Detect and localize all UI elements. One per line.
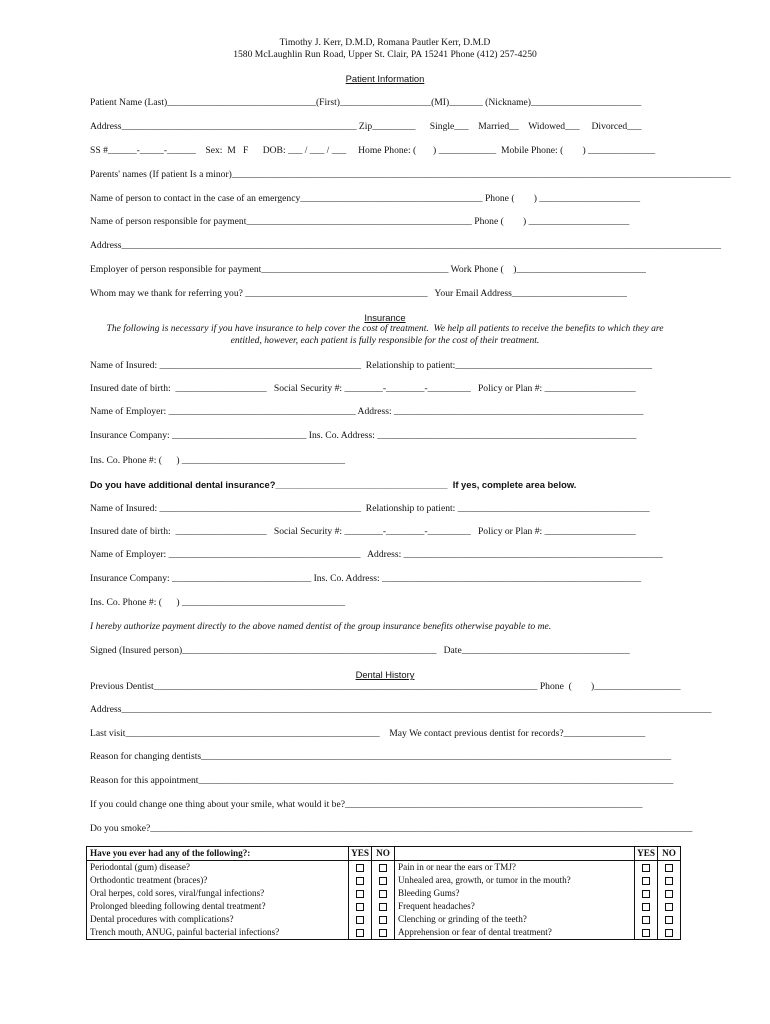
history-item-left: Periodontal (gum) disease? bbox=[87, 861, 349, 875]
second-insured-dob-ssn-line[interactable]: Insured date of birth: ___________________ Social Security #: ________-________-_________ Policy or Plan #: ___________________ bbox=[90, 526, 636, 537]
yes-checkbox[interactable] bbox=[356, 903, 364, 911]
no-checkbox[interactable] bbox=[379, 877, 387, 885]
insured-dob-ssn-line[interactable]: Insured date of birth: ___________________ Social Security #: ________-________-_________ Policy or Plan #: ___________________ bbox=[90, 383, 636, 394]
history-item-left: Orthodontic treatment (braces)? bbox=[87, 874, 349, 887]
yes-checkbox-cell bbox=[349, 887, 372, 900]
section-title-patient-information: Patient Information bbox=[345, 73, 425, 84]
yes-checkbox[interactable] bbox=[642, 929, 650, 937]
yes-checkbox-cell bbox=[349, 900, 372, 913]
yes-column-header-right: YES bbox=[635, 847, 658, 861]
yes-checkbox[interactable] bbox=[356, 864, 364, 872]
payment-responsible-line[interactable]: Name of person responsible for payment_______________________________________________ Phone ( ) _____________________ bbox=[90, 216, 630, 227]
payment-address-line[interactable]: Address_____________________________________________________________________________________________________________________________ bbox=[90, 240, 722, 251]
no-checkbox[interactable] bbox=[665, 890, 673, 898]
no-checkbox[interactable] bbox=[379, 903, 387, 911]
no-checkbox-cell bbox=[658, 861, 681, 875]
no-checkbox-cell bbox=[658, 926, 681, 940]
medical-history-table bbox=[86, 846, 681, 940]
smoke-line[interactable]: Do you smoke?_________________________________________________________________________________________________________________ bbox=[90, 823, 693, 834]
section-title-insurance: Insurance bbox=[364, 312, 406, 323]
yes-checkbox-cell bbox=[635, 874, 658, 887]
second-insurance-company-line[interactable]: Insurance Company: _____________________________ Ins. Co. Address: ______________________________________________________ bbox=[90, 573, 642, 584]
second-insurance-phone-line[interactable]: Ins. Co. Phone #: ( ) __________________________________ bbox=[90, 597, 346, 608]
history-table-body bbox=[87, 861, 681, 940]
yes-checkbox[interactable] bbox=[356, 916, 364, 924]
yes-checkbox-cell bbox=[635, 861, 658, 875]
no-checkbox-cell bbox=[372, 913, 395, 926]
table-row bbox=[87, 874, 681, 887]
no-checkbox[interactable] bbox=[665, 864, 673, 872]
additional-insurance-question[interactable]: Do you have additional dental insurance?_________________________________ If yes, complete area below. bbox=[90, 479, 577, 490]
second-insured-employer-line[interactable]: Name of Employer: ________________________________________ Address: ______________________________________________________ bbox=[90, 549, 663, 560]
yes-checkbox[interactable] bbox=[356, 890, 364, 898]
yes-checkbox-cell bbox=[349, 874, 372, 887]
history-item-right: Unhealed area, growth, or tumor in the mouth? bbox=[395, 874, 635, 887]
insured-employer-line[interactable]: Name of Employer: _______________________________________ Address: ____________________________________________________ bbox=[90, 406, 644, 417]
change-smile-line[interactable]: If you could change one thing about your smile, what would it be?______________________________________________________________ bbox=[90, 799, 643, 810]
emergency-contact-line[interactable]: Name of person to contact in the case of an emergency______________________________________ Phone ( ) _____________________ bbox=[90, 193, 641, 204]
no-checkbox-cell bbox=[658, 913, 681, 926]
yes-checkbox[interactable] bbox=[356, 877, 364, 885]
patient-name-line[interactable]: Patient Name (Last)_______________________________(First)___________________(MI)_______ (Nickname)_______________________ bbox=[90, 97, 642, 108]
yes-checkbox-cell bbox=[349, 913, 372, 926]
parents-names-line[interactable]: Parents' names (If patient Is a minor)________________________________________________________________________________________________________ bbox=[90, 169, 731, 180]
no-checkbox[interactable] bbox=[379, 890, 387, 898]
no-checkbox[interactable] bbox=[379, 916, 387, 924]
yes-checkbox-cell bbox=[635, 913, 658, 926]
no-checkbox[interactable] bbox=[665, 916, 673, 924]
yes-checkbox[interactable] bbox=[642, 890, 650, 898]
history-item-right: Apprehension or fear of dental treatment? bbox=[395, 926, 635, 940]
yes-checkbox[interactable] bbox=[642, 864, 650, 872]
second-insured-name-line[interactable]: Name of Insured: __________________________________________ Relationship to patient: ________________________________________ bbox=[90, 503, 650, 514]
authorization-statement: I hereby authorize payment directly to the above named dentist of the group insurance benefits otherwise payable to me. bbox=[90, 621, 552, 632]
no-checkbox-cell bbox=[658, 887, 681, 900]
yes-checkbox-cell bbox=[635, 887, 658, 900]
insured-name-line[interactable]: Name of Insured: __________________________________________ Relationship to patient:_________________________________________ bbox=[90, 360, 652, 371]
history-item-left: Dental procedures with complications? bbox=[87, 913, 349, 926]
table-row bbox=[87, 900, 681, 913]
no-checkbox-cell bbox=[372, 861, 395, 875]
address-marital-line[interactable]: Address_________________________________________________ Zip_________ Single___ Married__ Widowed___ Divorced___ bbox=[90, 121, 642, 132]
table-row bbox=[87, 887, 681, 900]
previous-dentist-line[interactable]: Previous Dentist________________________________________________________________________________ Phone ( )__________________ bbox=[90, 681, 681, 692]
history-item-left: Prolonged bleeding following dental treatment? bbox=[87, 900, 349, 913]
no-checkbox-cell bbox=[372, 926, 395, 940]
no-checkbox[interactable] bbox=[665, 877, 673, 885]
history-item-right: Clenching or grinding of the teeth? bbox=[395, 913, 635, 926]
history-item-left: Oral herpes, cold sores, viral/fungal infections? bbox=[87, 887, 349, 900]
yes-checkbox[interactable] bbox=[642, 877, 650, 885]
table-row bbox=[87, 926, 681, 940]
table-row bbox=[87, 861, 681, 875]
history-item-right: Frequent headaches? bbox=[395, 900, 635, 913]
last-visit-line[interactable]: Last visit_____________________________________________________ May We contact previous dentist for records?_________________ bbox=[90, 728, 646, 739]
insurance-phone-line[interactable]: Ins. Co. Phone #: ( ) __________________________________ bbox=[90, 455, 346, 466]
no-checkbox[interactable] bbox=[379, 864, 387, 872]
history-question-header-right bbox=[395, 847, 635, 861]
no-checkbox[interactable] bbox=[665, 929, 673, 937]
yes-checkbox-cell bbox=[635, 926, 658, 940]
no-checkbox[interactable] bbox=[379, 929, 387, 937]
no-checkbox-cell bbox=[372, 887, 395, 900]
signature-date-line[interactable]: Signed (Insured person)_____________________________________________________ Date___________________________________ bbox=[90, 645, 630, 656]
no-checkbox-cell bbox=[372, 874, 395, 887]
history-item-right: Bleeding Gums? bbox=[395, 887, 635, 900]
insurance-note-1: The following is necessary if you have insurance to help cover the cost of treatment. We help all patients to receive the benefits to which they are bbox=[106, 323, 664, 334]
table-row bbox=[87, 913, 681, 926]
yes-checkbox-cell bbox=[635, 900, 658, 913]
reason-appointment-line[interactable]: Reason for this appointment___________________________________________________________________________________________________ bbox=[90, 775, 674, 786]
yes-checkbox-cell bbox=[349, 926, 372, 940]
history-item-right: Pain in or near the ears or TMJ? bbox=[395, 861, 635, 875]
reason-changing-line[interactable]: Reason for changing dentists__________________________________________________________________________________________________ bbox=[90, 751, 672, 762]
previous-dentist-address-line[interactable]: Address___________________________________________________________________________________________________________________________ bbox=[90, 704, 712, 715]
insurance-note-2: entitled, however, each patient is fully responsible for the cost of their treatment. bbox=[230, 335, 540, 346]
no-checkbox-cell bbox=[372, 900, 395, 913]
no-checkbox-cell bbox=[658, 874, 681, 887]
yes-checkbox[interactable] bbox=[356, 929, 364, 937]
history-item-left: Trench mouth, ANUG, painful bacterial infections? bbox=[87, 926, 349, 940]
yes-checkbox[interactable] bbox=[642, 916, 650, 924]
yes-column-header: YES bbox=[349, 847, 372, 861]
employer-line[interactable]: Employer of person responsible for payment_______________________________________ Work Phone ( )___________________________ bbox=[90, 264, 646, 275]
no-column-header: NO bbox=[372, 847, 395, 861]
insurance-company-line[interactable]: Insurance Company: ____________________________ Ins. Co. Address: ______________________________________________________ bbox=[90, 430, 637, 441]
yes-checkbox-cell bbox=[349, 861, 372, 875]
yes-checkbox[interactable] bbox=[642, 903, 650, 911]
practice-doctors: Timothy J. Kerr, D.M.D, Romana Pautler Kerr, D.M.D bbox=[279, 37, 491, 48]
ss-sex-dob-phone-line[interactable]: SS #______-_____-______ Sex: M F DOB: ___ / ___ / ___ Home Phone: ( ) ____________ Mobile Phone: ( ) ______________ bbox=[90, 145, 656, 156]
no-checkbox-cell bbox=[658, 900, 681, 913]
practice-address: 1580 McLaughlin Run Road, Upper St. Clair, PA 15241 Phone (412) 257-4250 bbox=[233, 49, 537, 60]
no-checkbox[interactable] bbox=[665, 903, 673, 911]
referral-email-line[interactable]: Whom may we thank for referring you? ______________________________________ Your Email Address________________________ bbox=[90, 288, 627, 299]
no-column-header-right: NO bbox=[658, 847, 681, 861]
history-question-header: Have you ever had any of the following?: bbox=[87, 847, 349, 861]
section-title-dental-history: Dental History bbox=[355, 669, 415, 680]
